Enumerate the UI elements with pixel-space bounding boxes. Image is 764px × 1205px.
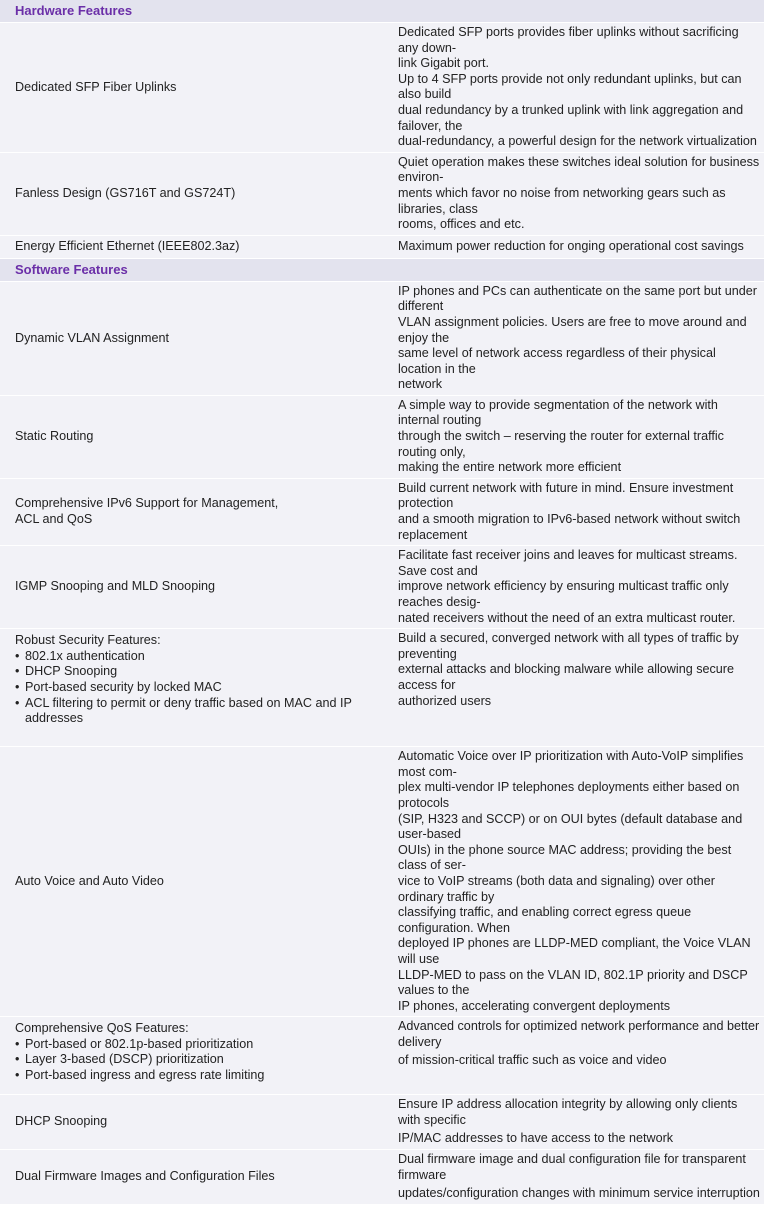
desc-line: authorized users [398,693,492,708]
feature-bullets [15,649,376,727]
table-row [0,395,764,478]
feature-line: Comprehensive IPv6 Support for Management, [15,496,279,511]
desc-line: IP phones and PCs can authenticate on the same port but under different [398,283,757,314]
feature-name: Dedicated SFP Fiber Uplinks [0,23,382,153]
desc-line: Build current network with future in mind. Ensure investment protection [398,480,734,511]
table-row [0,235,764,258]
desc-line: nated receivers without the need of an extra multicast router. [398,610,736,625]
bullet-item: • Port-based or 802.1p-based prioritization [15,1037,376,1053]
desc-line: IP phones, accelerating convergent deployments [398,998,671,1013]
feature-description [382,478,764,545]
desc-line: Up to 4 SFP ports provide not only redundant uplinks, but can also build [398,71,742,102]
desc-line: Ensure IP address allocation integrity by allowing only clients with specific [398,1097,738,1127]
desc-line: updates/configuration changes with minimum service interruption [398,1186,760,1201]
table-row [0,546,764,629]
section-title: Software Features [0,258,764,281]
feature-title: Robust Security Features: [15,633,161,648]
feature-name: Dual Firmware Images and Configuration Files [0,1150,382,1205]
desc-line: same level of network access regardless of their physical location in the [398,346,716,376]
bullet-item: • ACL filtering to permit or deny traffic based on MAC and IP addresses [15,696,376,727]
table-row [0,1150,764,1205]
desc-line: Dual firmware image and dual configuration file for transparent firmware [398,1152,746,1182]
desc-line: Automatic Voice over IP prioritization with Auto-VoIP simplifies most com- [398,749,744,779]
table-row [0,747,764,1017]
bullet-item: • Layer 3-based (DSCP) prioritization [15,1052,376,1068]
bullet-item: • DHCP Snooping [15,664,376,680]
table-row [0,1017,764,1095]
feature-name [0,629,382,747]
desc-line: Quiet operation makes these switches ideal solution for business environ- [398,154,760,185]
feature-name: Energy Efficient Ethernet (IEEE802.3az) [0,235,382,258]
table-row [0,281,764,395]
desc-line: rooms, offices and etc. [398,217,525,232]
feature-description [382,1095,764,1150]
table-row [0,152,764,235]
desc-line: classifying traffic, and enabling correct egress queue configuration. When [398,905,692,935]
section-title: Hardware Features [0,0,764,23]
desc-line: Build a secured, converged network with all types of traffic by preventing [398,631,739,661]
desc-line: VLAN assignment policies. Users are free to move around and enjoy the [398,314,747,345]
feature-description [382,747,764,1017]
desc-line: LLDP-MED to pass on the VLAN ID, 802.1P priority and DSCP values to the [398,967,748,998]
desc-line: A simple way to provide segmentation of the network with internal routing [398,397,718,428]
desc-line: Dedicated SFP ports provides fiber uplinks without sacrificing any down- [398,25,739,55]
desc-line: deployed IP phones are LLDP-MED compliant, the Voice VLAN will use [398,936,751,966]
desc-line: (SIP, H323 and SCCP) or on OUI bytes (default database and user-based [398,811,743,842]
feature-name [0,478,382,545]
feature-description [382,546,764,629]
feature-name: DHCP Snooping [0,1095,382,1150]
desc-line: link Gigabit port. [398,56,489,71]
feature-description [382,1017,764,1095]
feature-description [382,395,764,478]
section-header-hardware [0,0,764,23]
desc-line: making the entire network more efficient [398,460,622,475]
table-row [0,629,764,747]
section-header-software [0,258,764,281]
feature-description [382,152,764,235]
feature-description [382,235,764,258]
feature-description [382,23,764,153]
feature-description [382,281,764,395]
table-row [0,478,764,545]
desc-line: OUIs) in the phone source MAC address; providing the best class of ser- [398,842,732,873]
desc-line: IP/MAC addresses to have access to the network [398,1131,674,1146]
desc-line: Maximum power reduction for onging operational cost savings [398,238,744,253]
feature-name: Dynamic VLAN Assignment [0,281,382,395]
feature-description [382,629,764,747]
table-row [0,1095,764,1150]
feature-name: Static Routing [0,395,382,478]
desc-line: of mission-critical traffic such as voice and video [398,1053,667,1068]
desc-line: dual-redundancy, a powerful design for the network virtualization [398,134,757,149]
feature-name [0,1017,382,1095]
feature-name: Auto Voice and Auto Video [0,747,382,1017]
bullet-item: • Port-based ingress and egress rate limiting [15,1068,376,1084]
desc-line: Advanced controls for optimized network performance and better delivery [398,1019,760,1049]
desc-line: dual redundancy by a trunked uplink with link aggregation and failover, the [398,102,744,133]
desc-line: and a smooth migration to IPv6-based network without switch replacement [398,512,741,542]
desc-line: through the switch – reserving the router for external traffic routing only, [398,429,724,459]
feature-title: Comprehensive QoS Features: [15,1021,189,1036]
bullet-item: • 802.1x authentication [15,649,376,665]
desc-line: ments which favor no noise from networking gears such as libraries, class [398,185,726,216]
feature-name: IGMP Snooping and MLD Snooping [0,546,382,629]
table-row [0,23,764,153]
desc-line: vice to VoIP streams (both data and signaling) over other ordinary traffic by [398,873,715,904]
feature-bullets [15,1037,376,1084]
desc-line: external attacks and blocking malware while allowing secure access for [398,662,735,692]
desc-line: plex multi-vendor IP telephones deployments either based on protocols [398,780,740,810]
bullet-item: • Port-based security by locked MAC [15,680,376,696]
feature-description [382,1150,764,1205]
desc-line: Facilitate fast receiver joins and leaves for multicast streams. Save cost and [398,548,738,578]
desc-line: network [398,377,443,392]
feature-line: ACL and QoS [15,512,93,527]
desc-line: improve network efficiency by ensuring multicast traffic only reaches desig- [398,579,729,609]
feature-name: Fanless Design (GS716T and GS724T) [0,152,382,235]
